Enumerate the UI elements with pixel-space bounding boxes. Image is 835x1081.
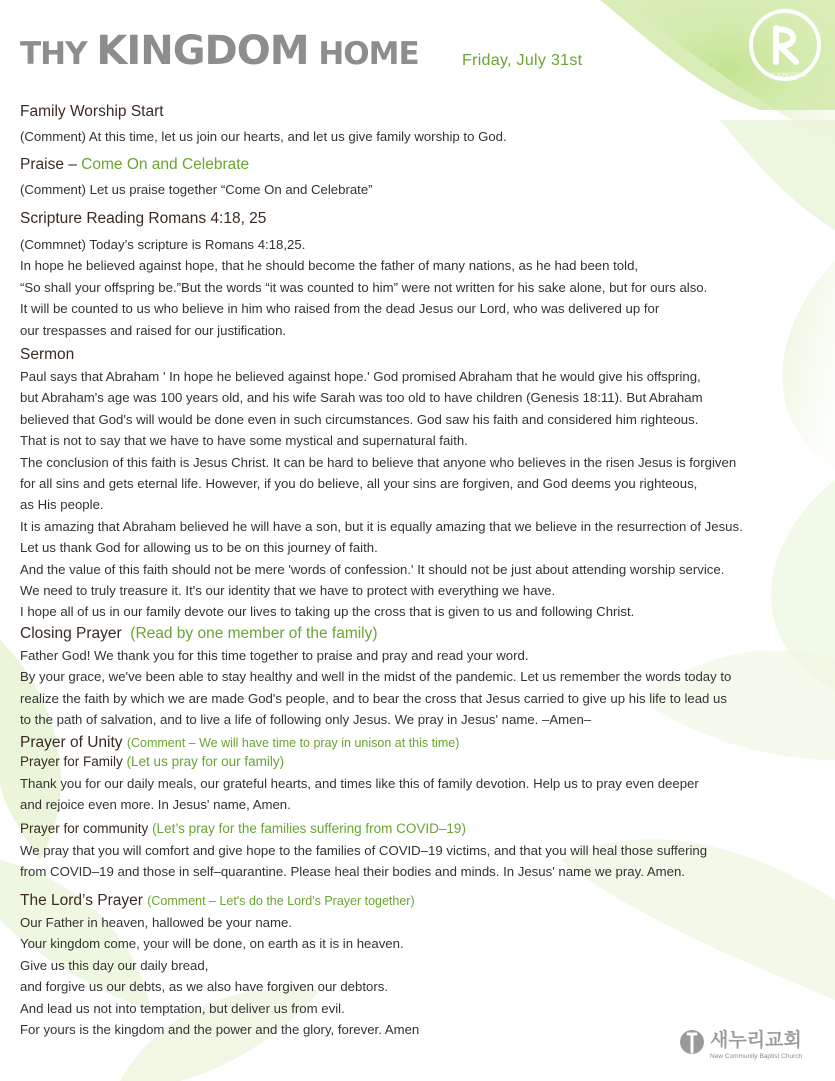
- lords-prayer-note: (Comment – Let's do the Lord's Prayer together): [147, 894, 415, 908]
- praise-text: (Comment) Let us praise together “Come On and Celebrate”: [20, 182, 373, 197]
- prayer-for-family-heading: Prayer for Family (Let us pray for our family): [20, 754, 285, 769]
- sermon-heading: Sermon: [20, 346, 75, 363]
- prayer-for-family-note: (Let us pray for our family): [126, 754, 285, 769]
- scripture-text: (Commnet) Today’s scripture is Romans 4:18,25. In hope he believed against hope, that he should become the father of many nations, as he had been told, “So shall your offspring be.”But the words “it was counted to him” were not written for his sake alone, but for ours also. It will be counted to us who believe in him who raised from the dead Jesus our Lord, who was delivered up for our trespasses and raised for our justification.: [20, 237, 708, 338]
- scripture-heading: Scripture Reading Romans 4:18, 25: [20, 210, 267, 227]
- closing-prayer-text: Father God! We thank you for this time together to praise and pray and read your word. By your grace, we've been able to stay healthy and well in the midst of the pandemic. Let us remember the words today to realize the faith by which we are made God's people, and to bear the cross that Jesus carried to give up his life to lead us to the path of salvation, and to live a life of following only Jesus. We pray in Jesus' name. –Amen–: [20, 648, 732, 728]
- church-english-name: New Community Baptist Church: [710, 1053, 803, 1060]
- praise-heading: Praise – Come On and Celebrate: [20, 156, 250, 173]
- church-logo: [678, 1024, 828, 1064]
- prayer-of-unity-heading: Prayer of Unity (Comment – We will have time to pray in unison at this time): [20, 734, 460, 751]
- praise-song: Come On and Celebrate: [81, 156, 250, 173]
- closing-prayer-heading: Closing Prayer (Read by one member of the family): [20, 625, 378, 642]
- prayer-of-unity-note: (Comment – We will have time to pray in unison at this time): [126, 736, 460, 750]
- thy-kingdom-logo: [748, 8, 822, 82]
- sermon-text: Paul says that Abraham ' In hope he believed against hope.' God promised Abraham that he would give his offspring, but Abraham's age was 100 years old, and his wife Sarah was too old to have children (Genesis 18:11). But Abraham believed that God's will would be done even in such circumstances. God saw his faith and considered him righteous. That is not to say that we have to have some mystical and supernatural faith. The conclusion of this faith is Jesus Christ. It can be hard to believe that anyone who believes in the risen Jesus is forgiven for all sins and gets eternal life. However, if you do believe, all your sins are forgiven, and God deems you righteous, as His people. It is amazing that Abraham believed he will have a son, but it is equally amazing that we believe in the resurrection of Jesus. Let us thank God for allowing us to be on this journey of faith. And the value of this faith should not be mere 'words of confession.' It should not be just about attending worship service. We need to truly treasure it. It's our identity that we have to protect with everything we have. I hope all of us in our family devote our lives to taking up the cross that is given to us and following Christ.: [20, 369, 743, 620]
- date-label: Friday, July 31st: [462, 52, 583, 69]
- prayer-for-community-note: (Let’s pray for the families suffering from COVID–19): [152, 821, 466, 836]
- title-thy: THY: [20, 36, 97, 72]
- prayer-for-family-text: Thank you for our daily meals, our grateful hearts, and times like this of family devotion. Help us to pray even deeper and rejoice even more. In Jesus' name, Amen.: [20, 776, 699, 813]
- worship-start-heading: Family Worship Start: [20, 103, 164, 120]
- church-korean-name: 새누리교회: [710, 1029, 802, 1051]
- lords-prayer-text: Our Father in heaven, hallowed be your name. Your kingdom come, your will be done, on earth as it is in heaven. Give us this day our daily bread, and forgive us our debts, as we also have forgiven our debtors. And lead us not into temptation, but deliver us from evil. For yours is the kingdom and the power and the glory, forever. Amen: [20, 915, 420, 1037]
- lords-prayer-heading: The Lord’s Prayer (Comment – Let's do the Lord's Prayer together): [20, 892, 415, 909]
- prayer-for-community-text: We pray that you will comfort and give hope to the families of COVID–19 victims, and that you will heal those suffering from COVID–19 and those in self–quarantine. Please heal their bodies and minds. In Jesus' name we pray. Amen.: [20, 843, 708, 880]
- page-title: [20, 28, 419, 74]
- closing-prayer-note: (Read by one member of the family): [130, 625, 378, 642]
- title-kingdom: KINGDOM: [96, 28, 309, 74]
- prayer-for-community-heading: Prayer for community (Let’s pray for the families suffering from COVID–19): [20, 821, 466, 836]
- title-home: HOME: [308, 36, 419, 72]
- worship-start-text: (Comment) At this time, let us join our hearts, and let us give family worship to God.: [20, 129, 507, 144]
- logo-text: THY KINGDOM: [763, 73, 807, 79]
